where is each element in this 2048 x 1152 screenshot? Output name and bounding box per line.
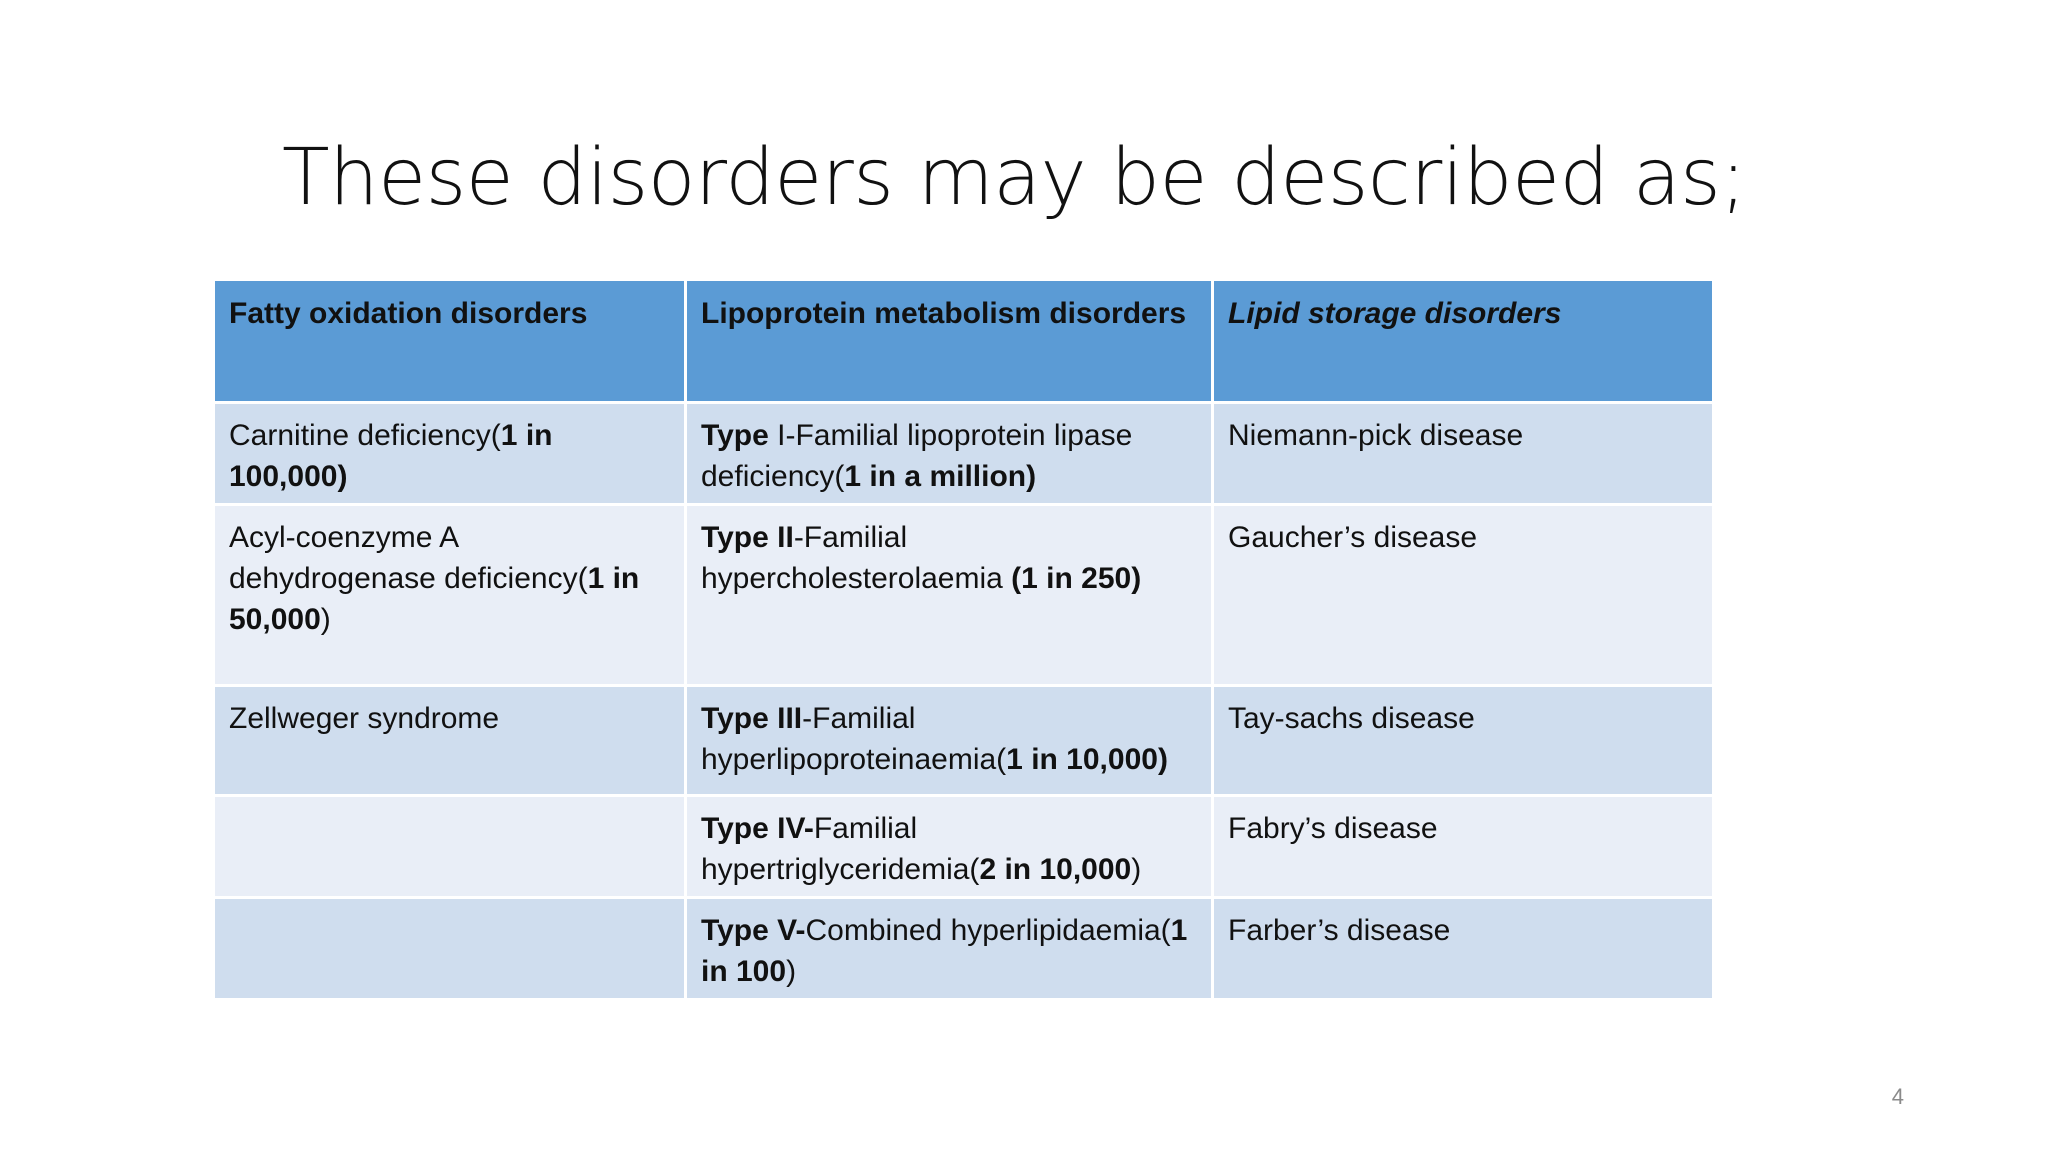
cell-type-label: Type IV- (701, 812, 814, 845)
table-row (214, 686, 1714, 796)
cell-fatty-oxidation (214, 505, 686, 686)
header-lipid-storage: Lipid storage disorders (1213, 280, 1714, 403)
cell-lipoprotein (686, 898, 1213, 1000)
cell-lipoprotein (686, 796, 1213, 898)
disorders-table (212, 278, 1715, 1001)
cell-type-label: Type (701, 419, 769, 452)
cell-text: Gaucher’s disease (1228, 521, 1478, 554)
cell-type-label: Type III (701, 702, 803, 735)
cell-text: I-Familial lipoprotein lipase deficiency( (701, 419, 1133, 493)
cell-prevalence: (1 in 250) (1011, 562, 1142, 595)
cell-text: Zellweger syndrome (229, 702, 500, 735)
cell-fatty-oxidation (214, 796, 686, 898)
cell-lipid-storage (1213, 796, 1714, 898)
cell-text: Niemann-pick disease (1228, 419, 1524, 452)
table-row (214, 898, 1714, 1000)
cell-lipid-storage (1213, 898, 1714, 1000)
cell-prevalence: 1 in 10,000) (1006, 743, 1168, 776)
cell-text: Combined hyperlipidaemia( (805, 914, 1171, 947)
cell-lipid-storage (1213, 505, 1714, 686)
cell-lipid-storage (1213, 686, 1714, 796)
cell-text: Carnitine deficiency( (229, 419, 501, 452)
cell-text: Fabry’s disease (1228, 812, 1438, 845)
page-number: 4 (1891, 1084, 1904, 1109)
cell-text: Tay-sachs disease (1228, 702, 1475, 735)
cell-text-after: ) (1131, 853, 1142, 886)
cell-fatty-oxidation (214, 898, 686, 1000)
cell-fatty-oxidation (214, 403, 686, 505)
cell-lipoprotein (686, 686, 1213, 796)
cell-prevalence: 1 in a million) (844, 460, 1037, 493)
cell-text: Farber’s disease (1228, 914, 1451, 947)
header-fatty-oxidation: Fatty oxidation disorders (214, 280, 686, 403)
table-row (214, 796, 1714, 898)
cell-lipid-storage (1213, 403, 1714, 505)
cell-type-label: Type II (701, 521, 794, 554)
cell-text-after: ) (320, 603, 331, 636)
cell-prevalence: 2 in 10,000 (979, 853, 1132, 886)
table-row (214, 505, 1714, 686)
cell-prevalence: 1 in 100,000) (229, 419, 553, 493)
table-row (214, 403, 1714, 505)
header-lipoprotein-metabolism: Lipoprotein metabolism disorders (686, 280, 1213, 403)
cell-text: -Familial hypercholesterolaemia (701, 521, 1012, 595)
cell-lipoprotein (686, 505, 1213, 686)
cell-type-label: Type V- (701, 914, 806, 947)
slide-title: These disorders may be described as; (282, 133, 1747, 223)
cell-lipoprotein (686, 403, 1213, 505)
cell-text-after: ) (786, 955, 797, 988)
cell-fatty-oxidation (214, 686, 686, 796)
cell-prevalence: 1 in 50,000 (229, 562, 640, 636)
cell-text: Familial hypertriglyceridemia( (701, 812, 980, 886)
table-header-row (214, 280, 1714, 403)
cell-text: -Familial hyperlipoproteinaemia( (701, 702, 1007, 776)
cell-prevalence: 1 in 100 (701, 914, 1188, 988)
cell-text: Acyl-coenzyme A dehydrogenase deficiency( (229, 521, 588, 595)
